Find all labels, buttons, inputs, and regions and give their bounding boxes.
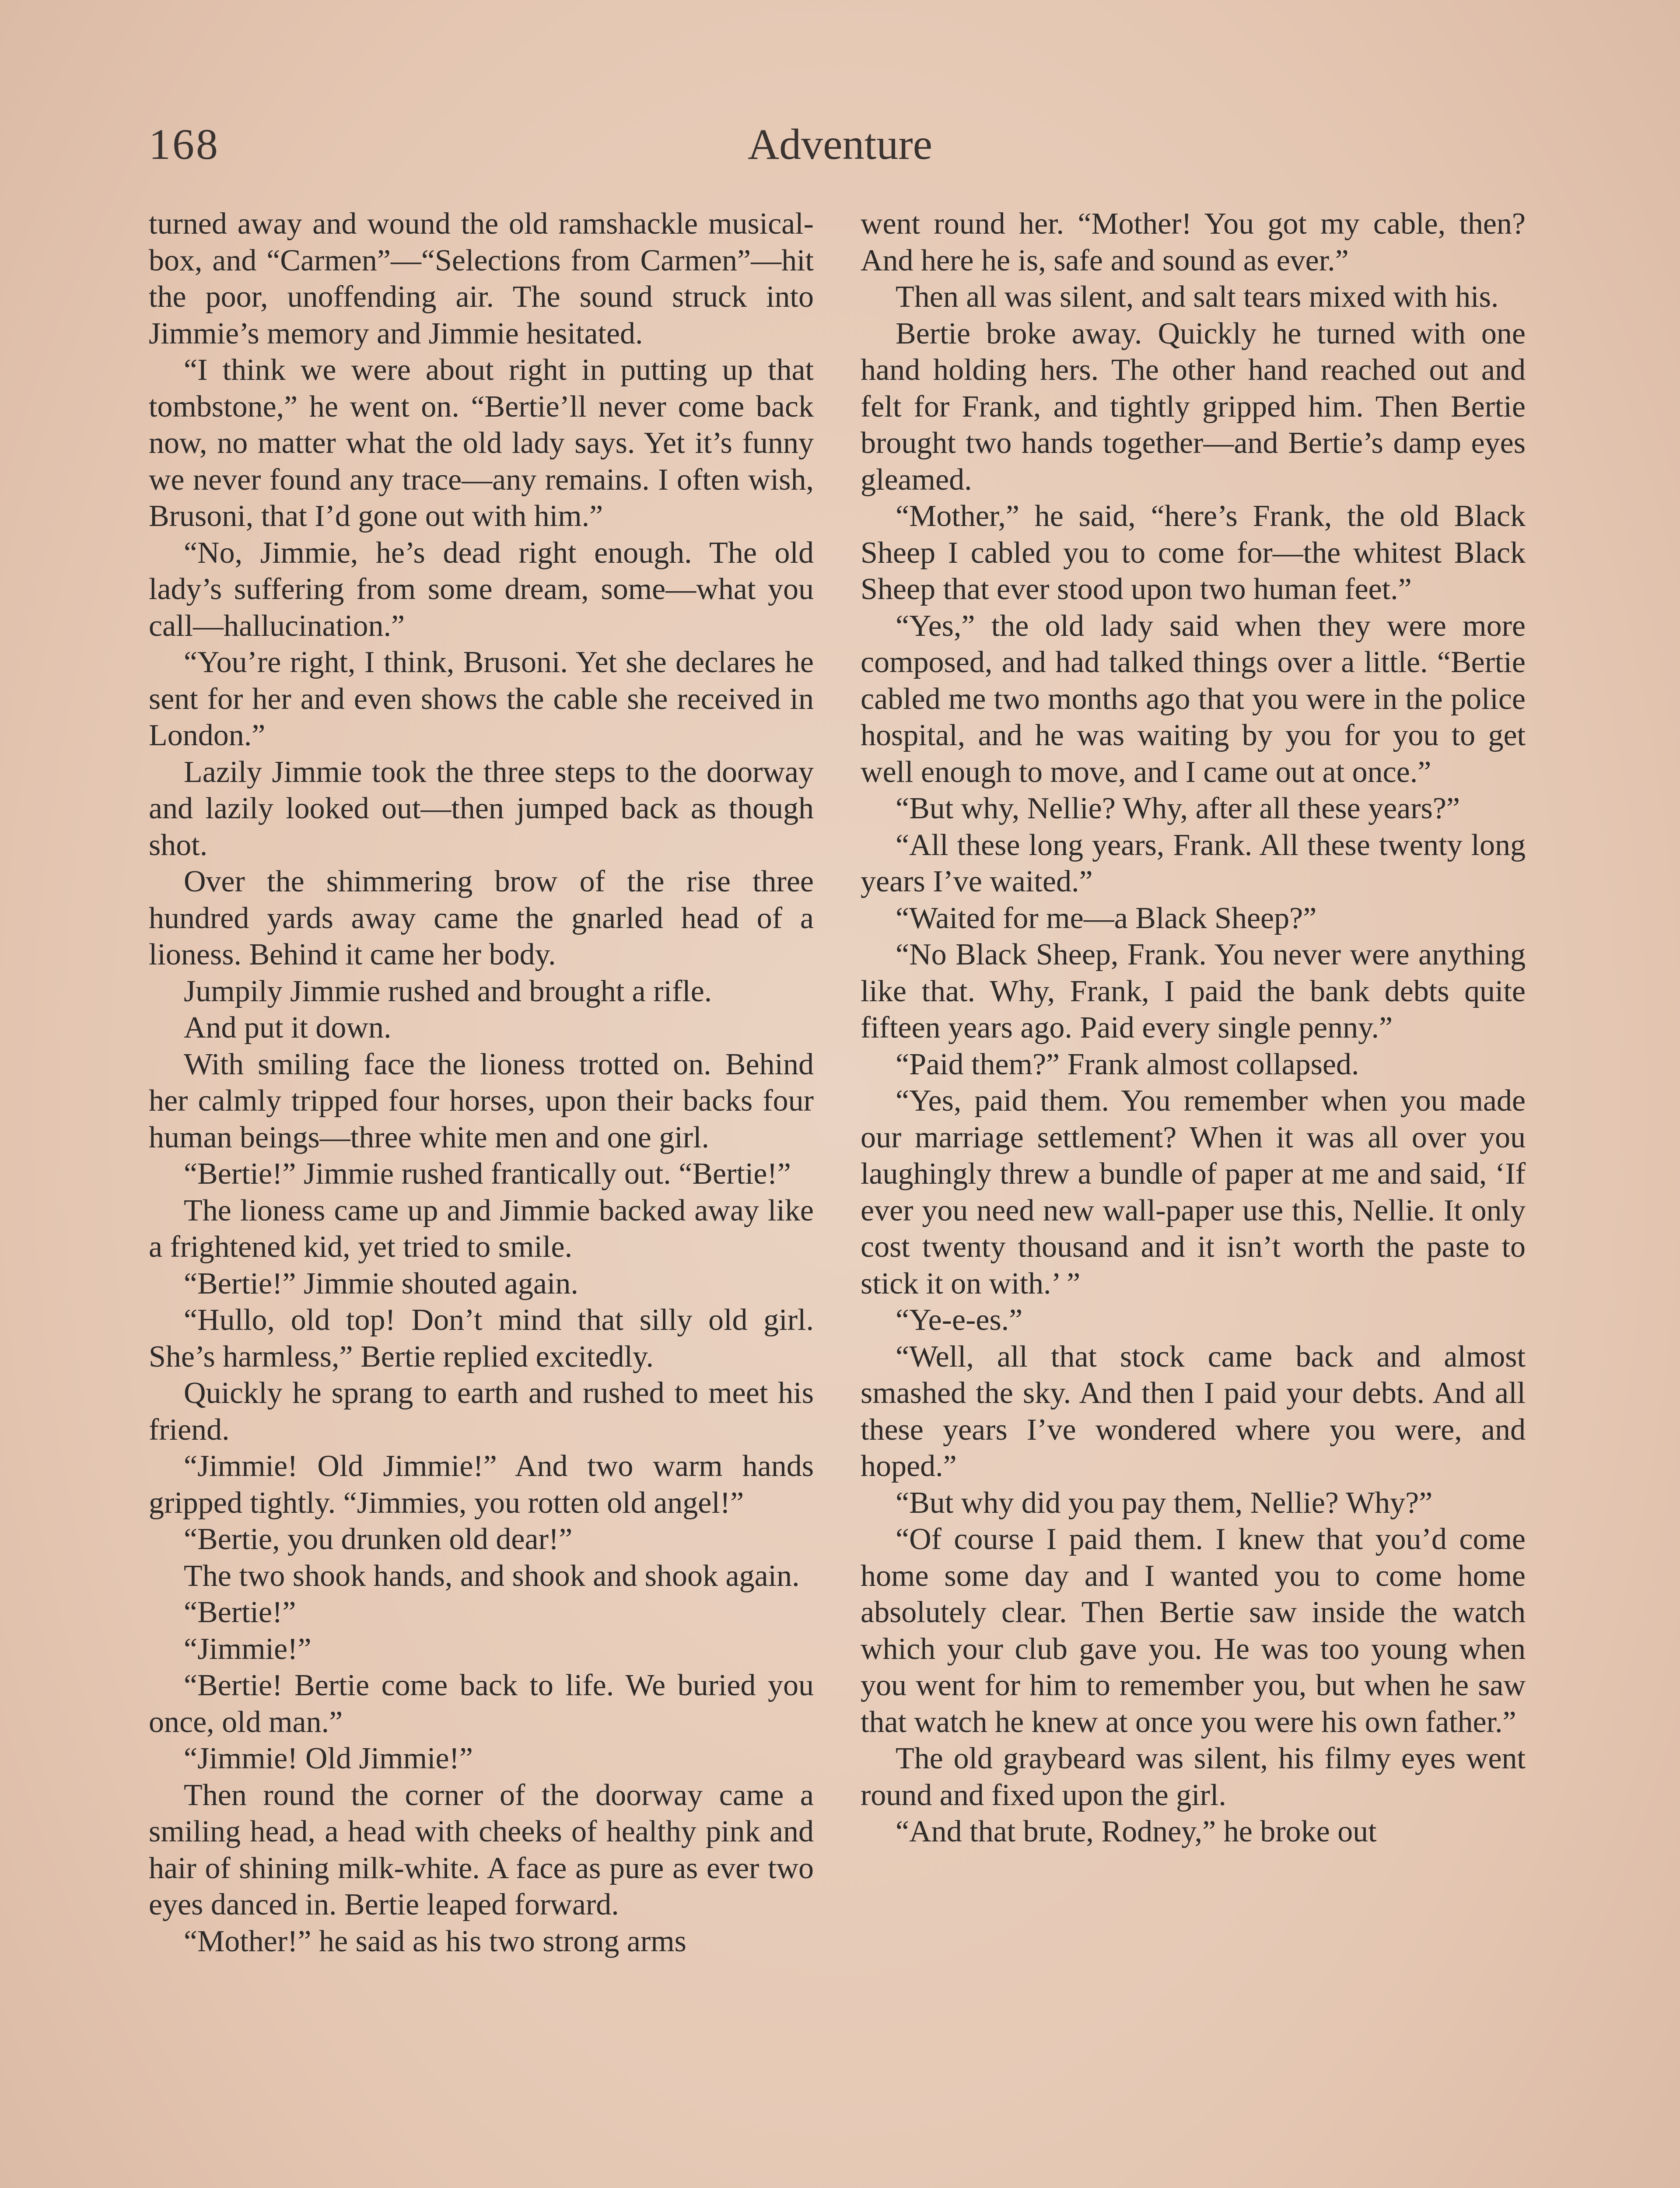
paragraph: “You’re right, I think, Brusoni. Yet she declares he sent for her and even shows the cable she received in London.”: [149, 645, 814, 752]
paragraph: Then round the corner of the doorway came a smiling head, a head with cheeks of healthy pink and hair of shining milk-white. A face as pure as ever two eyes danced in. Bertie leaped forward.: [149, 1778, 814, 1922]
paragraph: “Jimmie! Old Jimmie!”: [184, 1742, 473, 1775]
paragraph: “And that brute, Rodney,” he broke out: [896, 1815, 1377, 1848]
paragraph: Over the shimmering brow of the rise three hundred yards away came the gnarled head of a lioness. Behind it came her body.: [149, 865, 814, 971]
paragraph: Lazily Jimmie took the three steps to the doorway and lazily looked out—then jumped back as though shot.: [149, 755, 814, 862]
paragraph: “I think we were about right in putting up that tombstone,” he went on. “Bertie’ll never come back now, no matter what the old lady says. Yet it’s funny we never found any trace—any remains. I often wish, Brusoni, that I’d gone out with him.”: [149, 353, 814, 533]
paragraph: The lioness came up and Jimmie backed away like a frightened kid, yet tried to smile.: [149, 1193, 814, 1264]
paragraph: The two shook hands, and shook and shook again.: [184, 1559, 800, 1593]
paragraph: Quickly he sprang to earth and rushed to meet his friend.: [149, 1376, 814, 1447]
paragraph: “Jimmie! Old Jimmie!” And two warm hands gripped tightly. “Jimmies, you rotten old angel!”: [149, 1449, 814, 1520]
paragraph: “No, Jimmie, he’s dead right enough. The old lady’s suffering from some dream, some—what you call—hallucination.”: [149, 536, 814, 643]
paragraph: “No Black Sheep, Frank. You never were anything like that. Why, Frank, I paid the bank debts quite fifteen years ago. Paid every single penny.”: [861, 938, 1526, 1045]
paragraph: The old graybeard was silent, his filmy eyes went round and fixed upon the girl.: [861, 1742, 1526, 1812]
paragraph: “Bertie!” Jimmie rushed frantically out. “Bertie!”: [184, 1157, 791, 1191]
left-column: [149, 206, 814, 1960]
paragraph: With smiling face the lioness trotted on. Behind her calmly tripped four horses, upon their backs four human beings—three white men and one girl.: [149, 1047, 814, 1154]
running-title: Adventure: [747, 120, 933, 168]
paragraph: “Waited for me—a Black Sheep?”: [896, 901, 1317, 935]
paragraph: “Well, all that stock came back and almost smashed the sky. And then I paid your debts. And all these years I’ve wondered where you were, and hoped.”: [861, 1339, 1526, 1483]
paragraph: Then all was silent, and salt tears mixed with his.: [896, 280, 1499, 314]
paragraph: “Bertie!” Jimmie shouted again.: [184, 1266, 578, 1301]
paragraph: “Bertie! Bertie come back to life. We buried you once, old man.”: [149, 1669, 814, 1739]
paragraph: “Yes,” the old lady said when they were more composed, and had talked things over a little. “Bertie cabled me two months ago that you were in the police hospital, and he was waiting by you for you to get well enough to move, and I came out at once.”: [861, 609, 1526, 789]
right-column: [861, 206, 1526, 1850]
paragraph: “Bertie!”: [184, 1595, 296, 1629]
paragraph: “Hullo, old top! Don’t mind that silly old girl. She’s harmless,” Bertie replied excitedly.: [149, 1303, 814, 1374]
paragraph: “Bertie, you drunken old dear!”: [184, 1522, 573, 1556]
paragraph: went round her. “Mother! You got my cable, then? And here he is, safe and sound as ever.”: [861, 207, 1526, 277]
paragraph: “Ye-e-es.”: [896, 1303, 1023, 1337]
page-number: 168: [149, 120, 220, 168]
paragraph: Jumpily Jimmie rushed and brought a rifle.: [184, 974, 712, 1008]
paragraph: “Paid them?” Frank almost collapsed.: [896, 1047, 1359, 1081]
paragraph: Bertie broke away. Quickly he turned with one hand holding hers. The other hand reached out and felt for Frank, and tightly gripped him. Then Bertie brought two hands together—and Bertie’s damp eyes gleamed.: [861, 316, 1526, 497]
paragraph: And put it down.: [184, 1011, 392, 1045]
paragraph: “Mother!” he said as his two strong arms: [184, 1924, 686, 1958]
paragraph: “But why did you pay them, Nellie? Why?”: [896, 1486, 1433, 1520]
paragraph: turned away and wound the old ramshackle musical-box, and “Carmen”—“Selections from Carmen”—hit the poor, unoffending air. The sound struck into Jimmie’s memory and Jimmie hesitated.: [149, 207, 814, 351]
paragraph: “Jimmie!”: [184, 1632, 312, 1666]
paragraph: “But why, Nellie? Why, after all these years?”: [896, 792, 1460, 825]
page-header: [149, 109, 1531, 179]
paragraph: “Yes, paid them. You remember when you made our marriage settlement? When it was all over you laughingly threw a bundle of paper at me and said, ‘If ever you need new wall-paper use this, Nellie. It only cost twenty thousand and it isn’t worth the paste to stick it on with.’ ”: [861, 1084, 1526, 1301]
paragraph: “Of course I paid them. I knew that you’d come home some day and I wanted you to come home absolutely clear. Then Bertie saw inside the watch which your club gave you. He was too young when you went for him to remember you, but when he saw that watch he knew at once you were his own father.”: [861, 1522, 1526, 1739]
paragraph: “All these long years, Frank. All these twenty long years I’ve waited.”: [861, 828, 1526, 898]
paragraph: “Mother,” he said, “here’s Frank, the old Black Sheep I cabled you to come for—the whitest Black Sheep that ever stood upon two human feet.”: [861, 499, 1526, 606]
